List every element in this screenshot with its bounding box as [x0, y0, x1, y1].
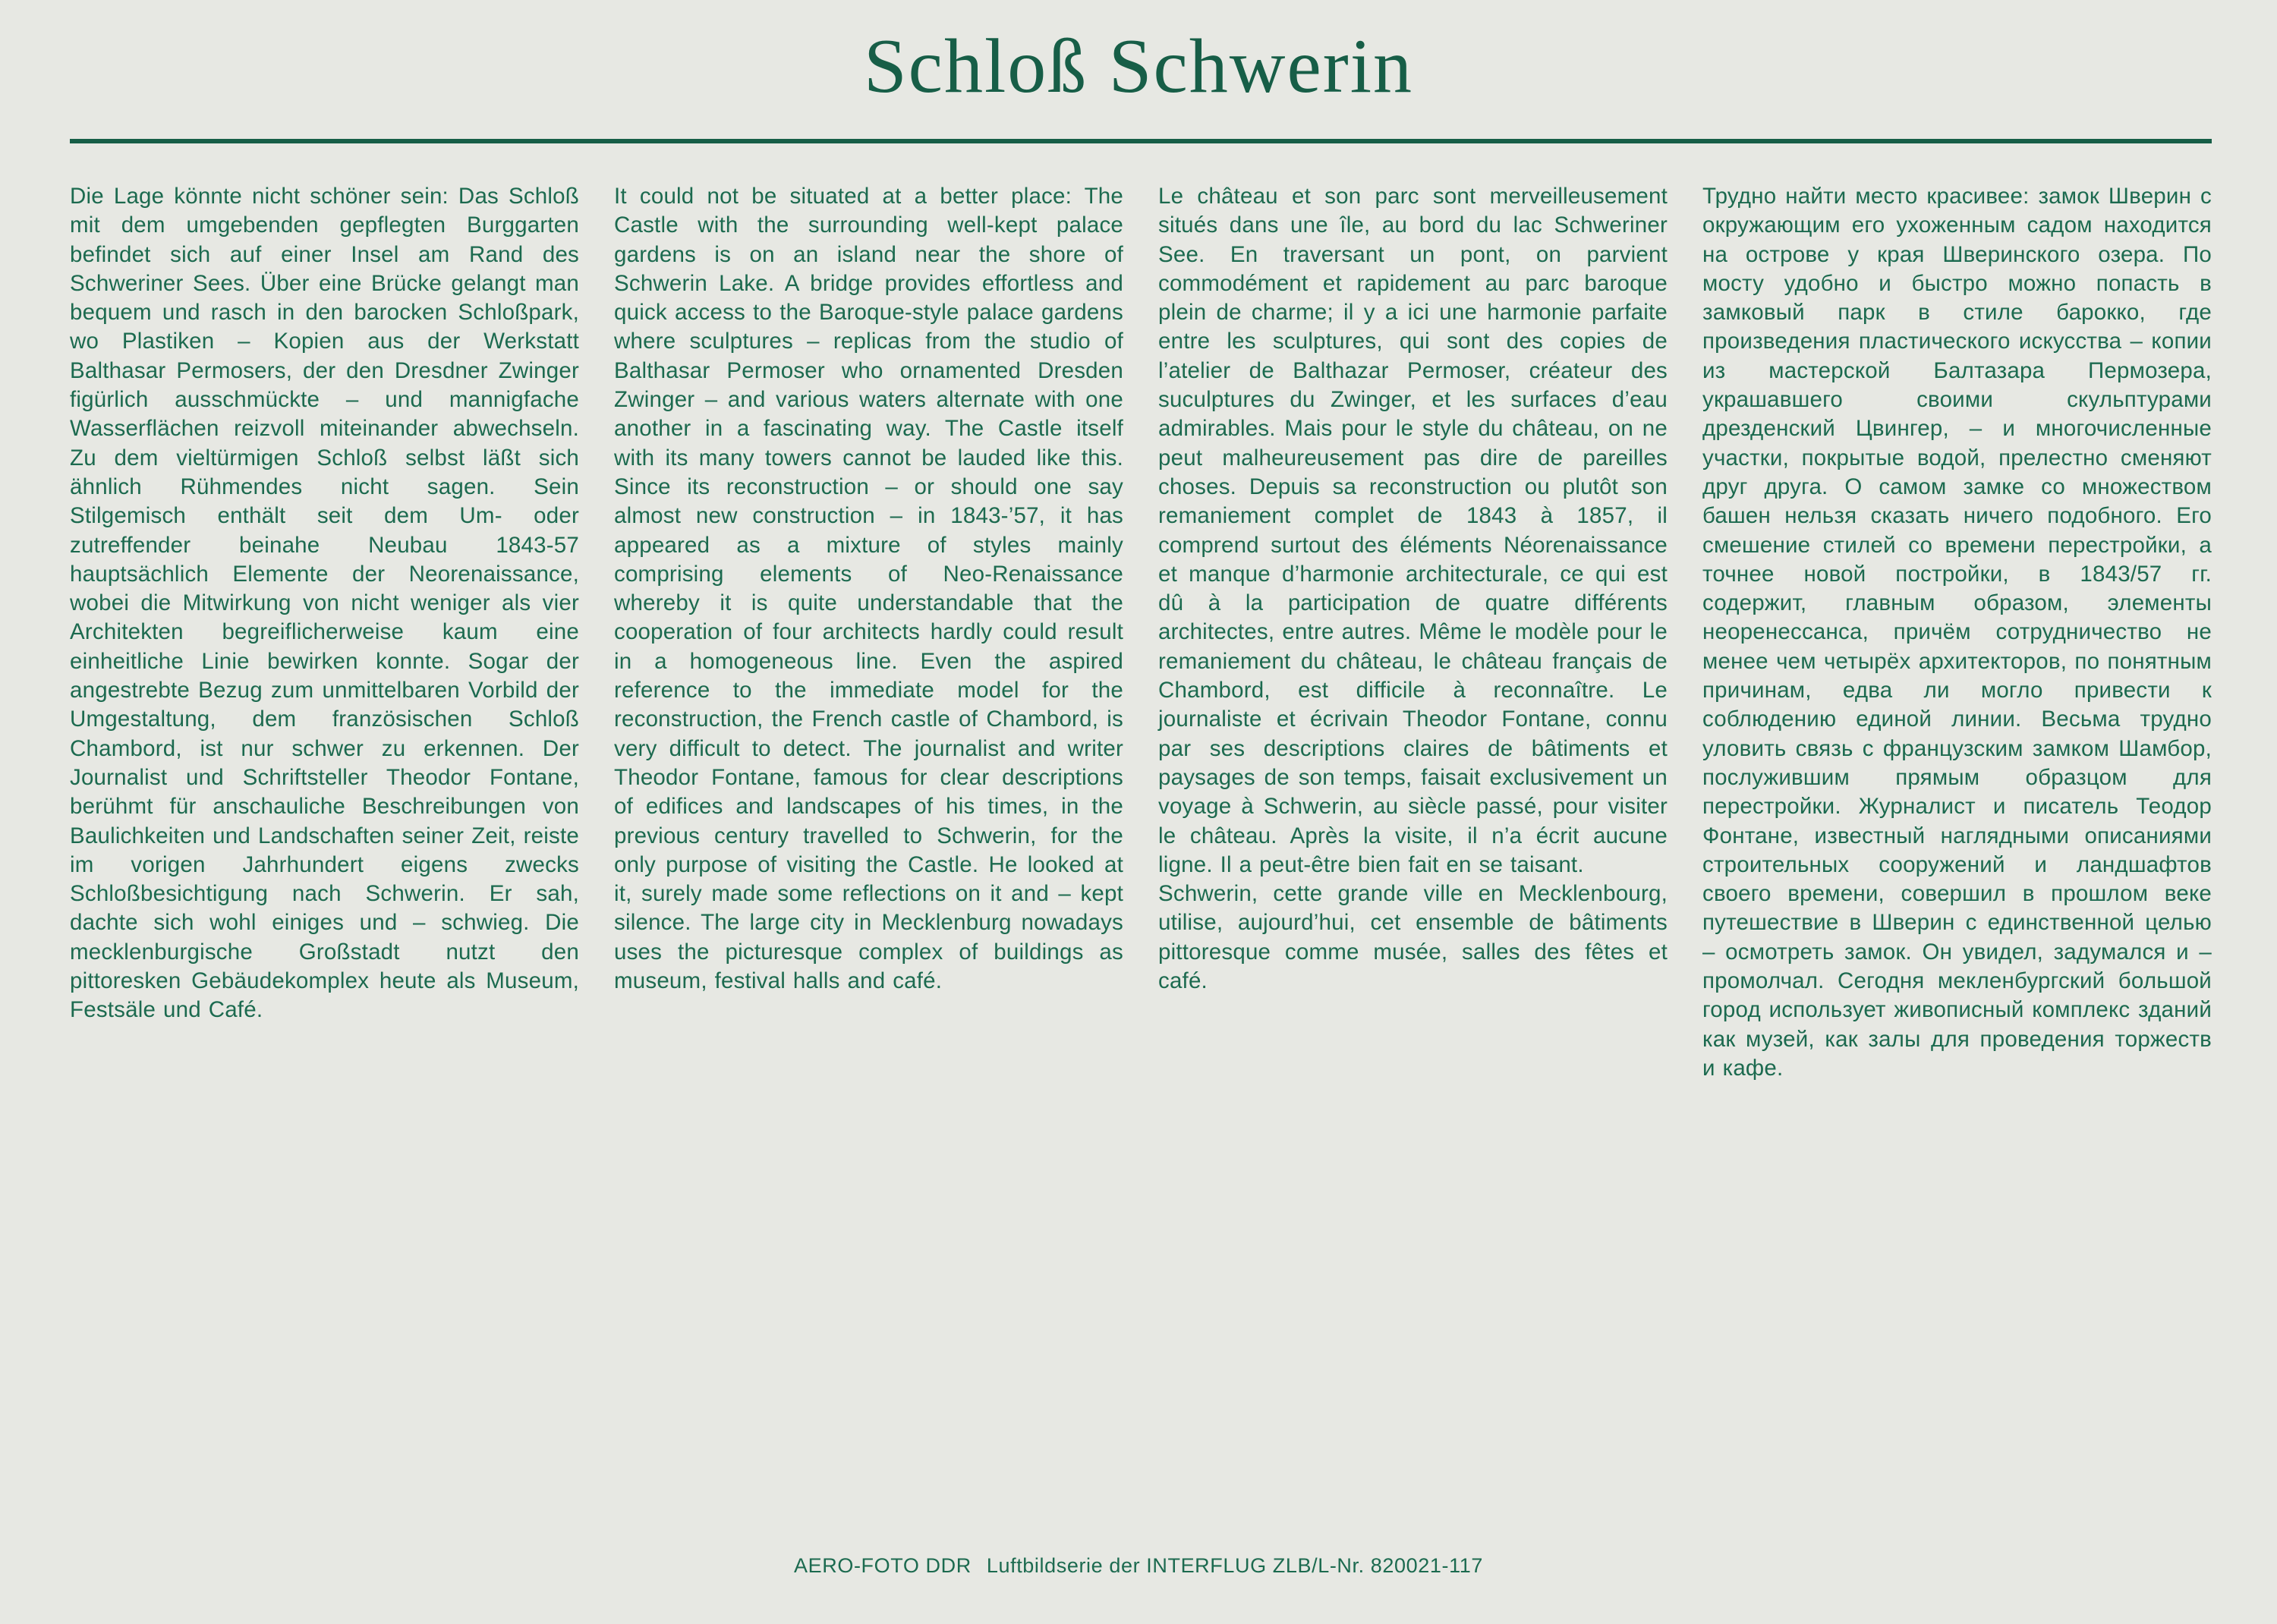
- paragraph-french-1: Le château et son parc sont merveilleusement situés dans une île, au bord du lac Schweriner See. En traversant un pont, on parvient commodément et rapidement au parc baroque plein de charme; il y a ici une harmonie parfaite entre les sculptures, qui sont des copies de l’atelier de Balthazar Permoser, créateur des suculptures du Zwinger, et les surfaces d’eau admirables. Mais pour le style du château, on ne peut malheureusement pas dire de pareilles choses. Depuis sa reconstruction ou plutôt son remaniement complet de 1843 à 1857, il comprend surtout des éléments Néorenaissance et manque d’harmonie architecturale, ce qui est dû à la participation de quatre différents architectes, entre autres. Même le modèle pour le remaniement du château, le château français de Chambord, est difficile à reconnaître. Le journaliste et écrivain Theodor Fontane, connu par ses descriptions claires de bâtiments et paysages de son temps, faisait exclusivement un voyage à Schwerin, au siècle passé, pour visiter le château. Après la visite, il n’a écrit aucune ligne. Il a peut-être bien fait en se taisant.: [1158, 184, 1668, 877]
- paragraph-french-2: Schwerin, cette grande ville en Mecklenbourg, utilise, aujourd’hui, cet ensemble de bâtiments pittoresque comme musée, salles des fêtes et café.: [1158, 881, 1668, 994]
- page-title: Schloß Schwerin: [863, 24, 1414, 109]
- paragraph-russian: Трудно найти место красивее: замок Шверин с окружающим его ухоженным садом находится на острове у края Шверинского озера. По мосту удобно и быстро можно попасть в замковый парк в стиле барокко, где произведения пластического искусства – копии из мастерской Балтазара Пермозера, украшавшего своими скульптурами дрезденский Цвингер, – и многочисленные участки, покрытые водой, прелестно сменяют друг друга. О самом замке со множеством башен нельзя сказать ничего подобного. Его смешение стилей со времени перестройки, а точнее новой постройки, в 1843/57 гг. содержит, главным образом, элементы неоренессанса, причём сотрудничество не менее чем четырёх архитекторов, по понятным причинам, едва ли могло привести к соблюдению единой линии. Весьма трудно уловить связь с французским замком Шамбор, послужившим прямым образцом для перестройки. Журналист и писатель Теодор Фонтане, известный наглядными описаниями строительных сооружений и ландшафтов своего времени, совершил в прошлом веке путешествие в Шверин с единственной целью – осмотреть замок. Он увидел, задумался и – промолчал. Сегодня мекленбургский большой город использует живописный комплекс зданий как музей, как залы для проведения торжеств и кафе.: [1702, 184, 2212, 1081]
- column-english: [614, 182, 1123, 1083]
- imprint-line: [0, 1554, 2277, 1578]
- title-divider: [70, 139, 2212, 143]
- text-columns: [70, 182, 2212, 1083]
- imprint-series: Luftbildserie der INTERFLUG ZLB/L-Nr. 820021-117: [986, 1554, 1483, 1577]
- column-german: [70, 182, 579, 1083]
- imprint-brand: AERO-FOTO DDR: [794, 1554, 972, 1577]
- paragraph-german: Die Lage könnte nicht schöner sein: Das Schloß mit dem umgebenden gepflegten Burggarten befindet sich auf einer Insel am Rand des Schweriner Sees. Über eine Brücke gelangt man bequem und rasch in den barocken Schloßpark, wo Plastiken – Kopien aus der Werkstatt Balthasar Permosers, der den Dresdner Zwinger figürlich ausschmückte – und mannigfache Wasserflächen reizvoll miteinander abwechseln. Zu dem vieltürmigen Schloß selbst läßt sich ähnlich Rühmendes nicht sagen. Sein Stilgemisch enthält seit dem Um- oder zutreffender beinahe Neubau 1843-57 hauptsächlich Elemente der Neorenaissance, wobei die Mitwirkung von nicht weniger als vier Architekten begreiflicherweise kaum eine einheitliche Linie bewirken konnte. Sogar der angestrebte Bezug zum unmittelbaren Vorbild der Umgestaltung, dem französischen Schloß Chambord, ist nur schwer zu erkennen. Der Journalist und Schriftsteller Theodor Fontane, berühmt für anschauliche Beschreibungen von Baulichkeiten und Landschaften seiner Zeit, reiste im vorigen Jahrhundert eigens zwecks Schloßbesichtigung nach Schwerin. Er sah, dachte sich wohl einiges und – schwieg. Die mecklenburgische Großstadt nutzt den pittoresken Gebäudekomplex heute als Museum, Festsäle und Café.: [70, 184, 579, 1023]
- column-russian: [1702, 182, 2212, 1083]
- column-french: [1158, 182, 1668, 1083]
- paragraph-english: It could not be situated at a better place: The Castle with the surrounding well-kept palace gardens is on an island near the shore of Schwerin Lake. A bridge provides effortless and quick access to the Baroque-style palace gardens where sculptures – replicas from the studio of Balthasar Permoser who ornamented Dresden Zwinger – and various waters alternate with one another in a fascinating way. The Castle itself with its many towers cannot be lauded like this. Since its reconstruction – or should one say almost new construction – in 1843-’57, it has appeared as a mixture of styles mainly comprising elements of Neo-Renaissance whereby it is quite understandable that the cooperation of four architects hardly could result in a homogeneous line. Even the aspired reference to the immediate model for the reconstruction, the French castle of Chambord, is very difficult to detect. The journalist and writer Theodor Fontane, famous for clear descriptions of edifices and landscapes of his times, in the previous century travelled to Schwerin, for the only purpose of visiting the Castle. He looked at it, surely made some reflections on it and – kept silence. The large city in Mecklenburg nowadays uses the picturesque complex of buildings as museum, festival halls and café.: [614, 184, 1123, 994]
